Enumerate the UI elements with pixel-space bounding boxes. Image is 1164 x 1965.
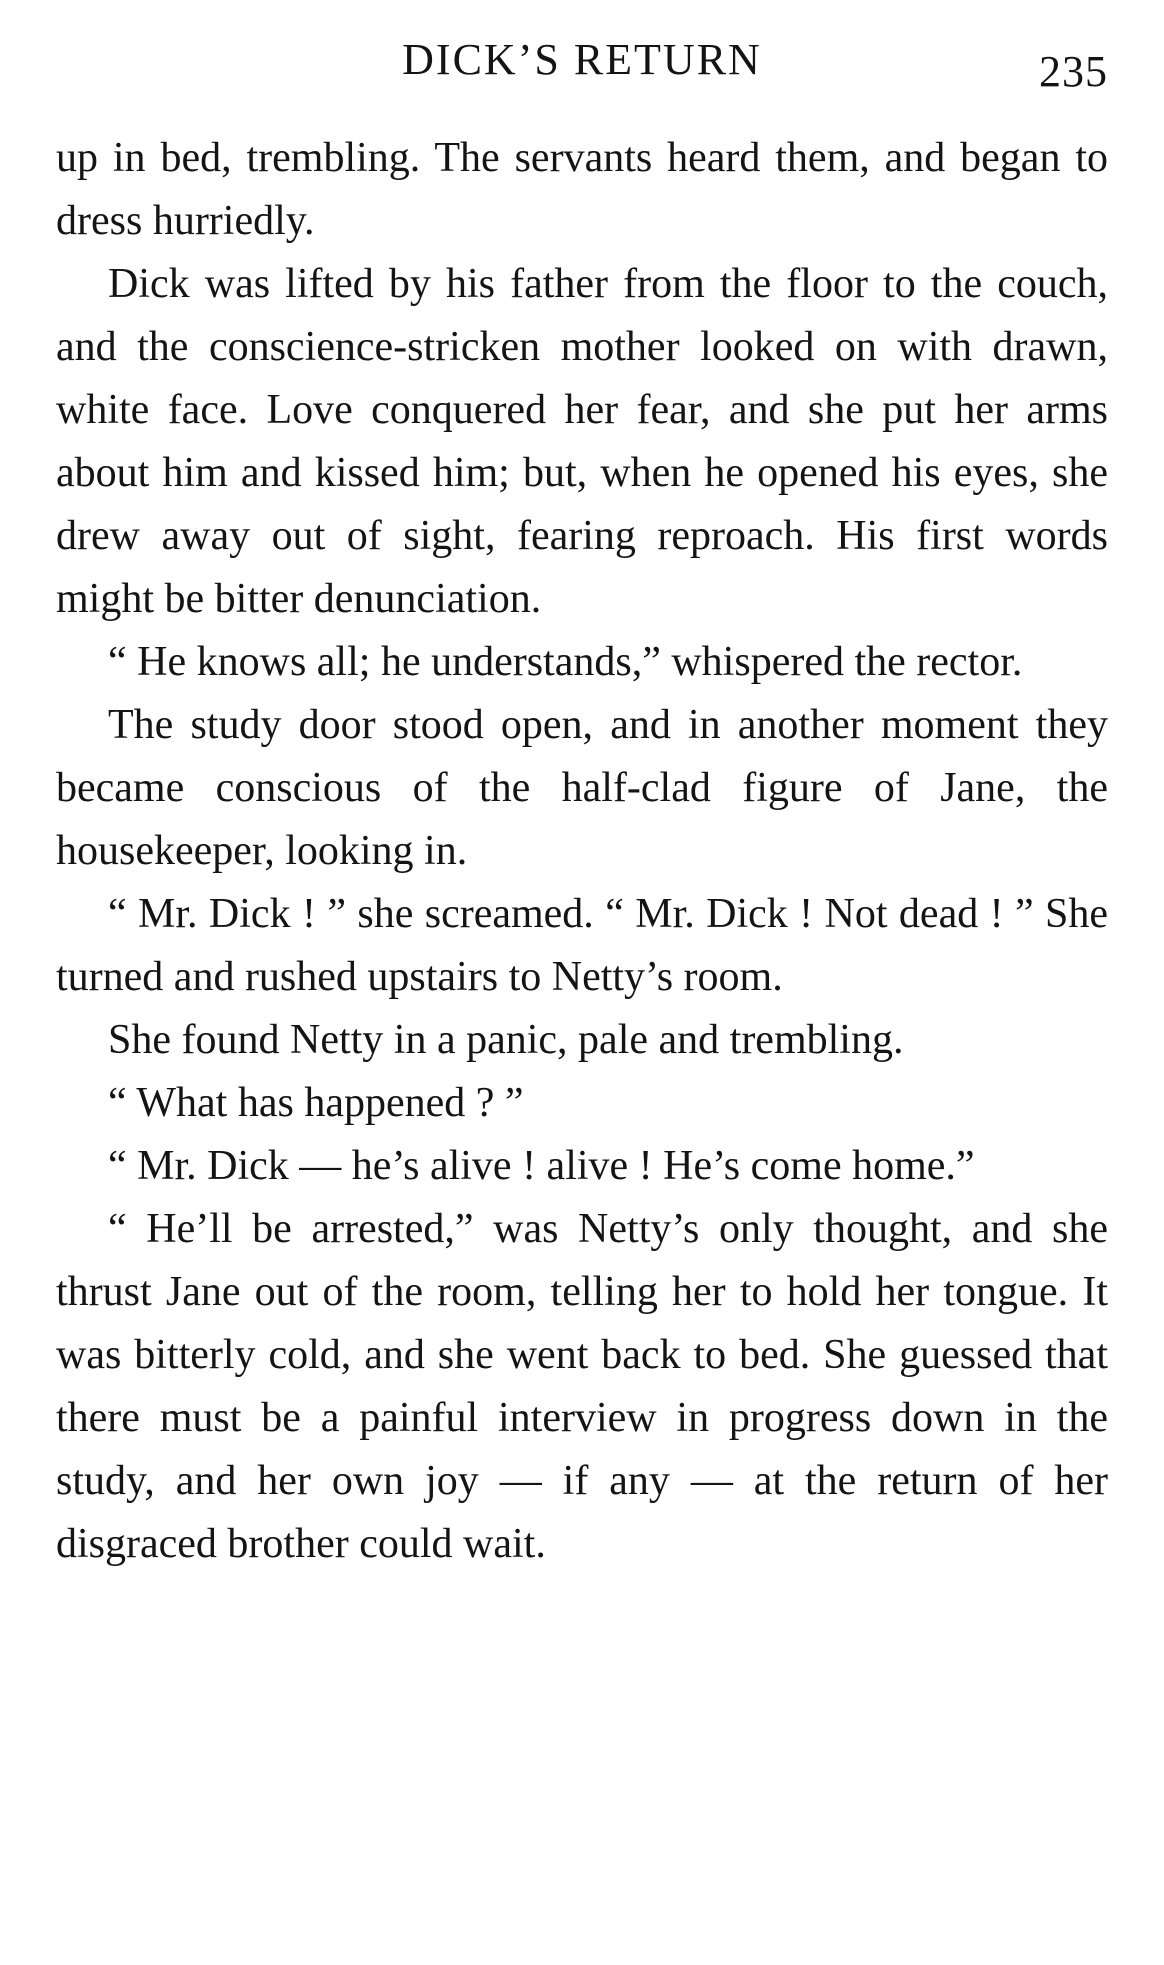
running-head [56,30,1108,96]
paragraph: She found Netty in a panic, pale and trembling. [108,1017,904,1063]
page-number: 235 [1039,47,1108,96]
chapter-title: DICK’S RETURN [402,35,762,84]
paragraph: “ He knows all; he understands,” whispered the rector. [108,639,1023,685]
paragraph: “ Mr. Dick ! ” she screamed. “ Mr. Dick ! Not dead ! ” She turned and rushed upstairs to Netty’s room. [56,891,1108,1000]
paragraph-continuation: up in bed, trembling. The servants heard them, and began to dress hurriedly. [56,135,1108,244]
body-text [56,127,1108,1576]
paragraph: “ Mr. Dick — he’s alive ! alive ! He’s come home.” [108,1143,975,1189]
paragraph: Dick was lifted by his father from the floor to the couch, and the conscience-stricken mother looked on with drawn, white face. Love conquered her fear, and she put her arms about him and kissed him; but, when he opened his eyes, she drew away out of sight, fearing reproach. His first words might be bitter denunciation. [56,261,1108,622]
paragraph: “ What has happened ? ” [108,1080,524,1126]
paragraph: The study door stood open, and in another moment they became conscious of the half-clad figure of Jane, the housekeeper, looking in. [56,702,1108,874]
paragraph: “ He’ll be arrested,” was Netty’s only thought, and she thrust Jane out of the room, telling her to hold her tongue. It was bitterly cold, and she went back to bed. She guessed that there must be a painful interview in progress down in the study, and her own joy — if any — at the return of her disgraced brother could wait. [56,1206,1108,1567]
